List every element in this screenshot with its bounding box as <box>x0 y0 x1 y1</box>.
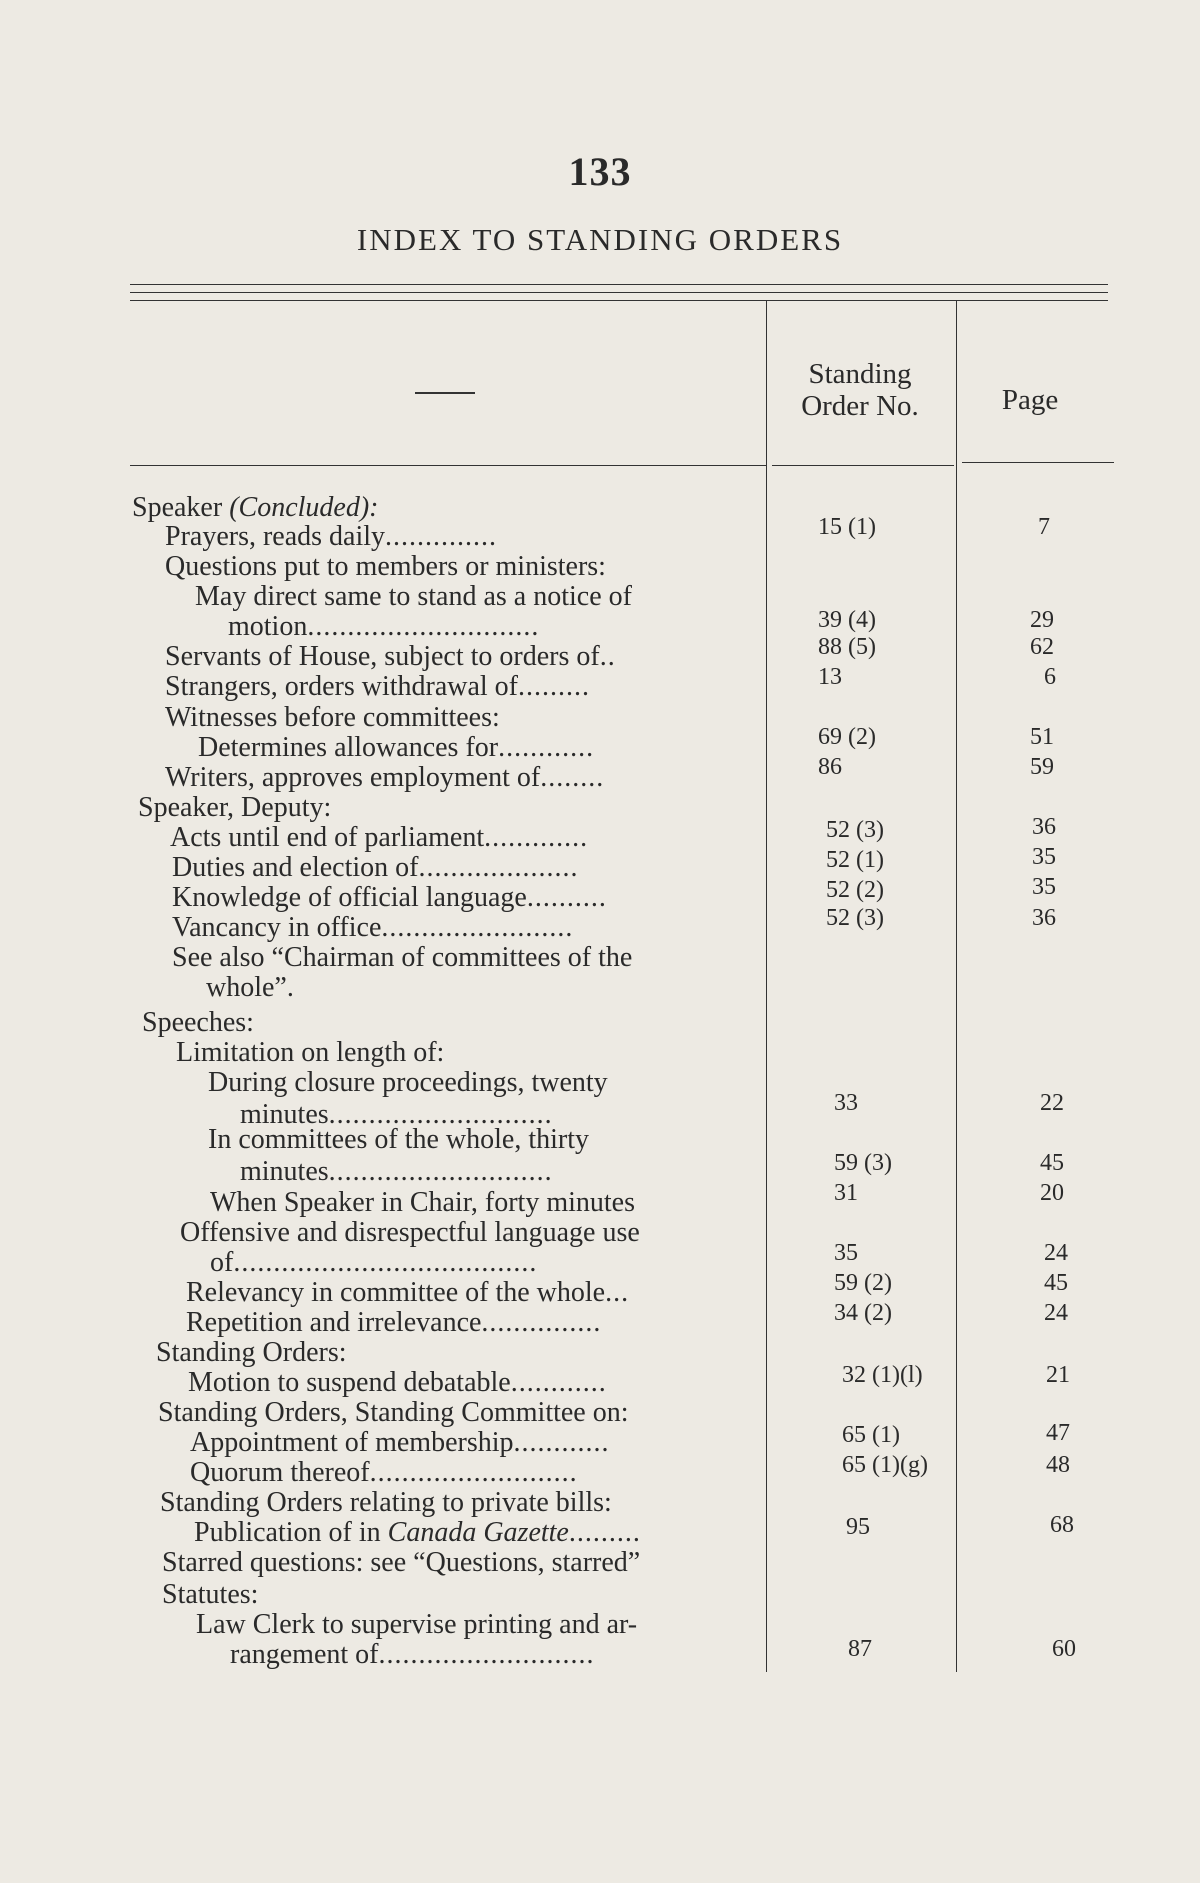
top-rule-2 <box>130 292 1108 293</box>
order-number: 52 (1) <box>826 847 884 873</box>
page-column-header: Page <box>1001 384 1059 416</box>
order-number: 87 <box>848 1636 872 1662</box>
header-rule-order <box>772 465 954 466</box>
page-number-ref: 29 <box>1030 607 1054 633</box>
index-entry: minutes............................ <box>240 1156 553 1187</box>
header-rule-page <box>962 462 1114 463</box>
order-number: 69 (2) <box>818 724 876 750</box>
order-number: 35 <box>834 1240 858 1266</box>
index-entry: Determines allowances for............ <box>198 732 595 763</box>
page-number-ref: 20 <box>1040 1180 1064 1206</box>
order-number: 33 <box>834 1090 858 1116</box>
page-number-ref: 7 <box>1038 514 1050 540</box>
index-entry: Repetition and irrelevance............... <box>186 1307 602 1338</box>
page-number-ref: 59 <box>1030 754 1054 780</box>
header-rule-subject <box>130 465 766 466</box>
subject-column-header <box>415 392 475 394</box>
order-number: 34 (2) <box>834 1300 892 1326</box>
page-number-ref: 35 <box>1032 874 1056 900</box>
index-entry: Motion to suspend debatable............ <box>188 1367 607 1398</box>
index-entry: Witnesses before committees: <box>165 702 500 733</box>
index-entry: In committees of the whole, thirty <box>208 1124 590 1155</box>
order-header-line2: Order No. <box>801 390 919 422</box>
order-number: 39 (4) <box>818 607 876 633</box>
index-entry: Offensive and disrespectful language use <box>180 1217 640 1248</box>
order-number: 59 (2) <box>834 1270 892 1296</box>
index-entry: Standing Orders, Standing Committee on: <box>158 1397 629 1428</box>
order-number: 65 (1)(g) <box>842 1452 928 1478</box>
index-entry: Speeches: <box>142 1007 254 1038</box>
index-entry: See also “Chairman of committees of the <box>172 942 633 973</box>
page-number-ref: 47 <box>1046 1420 1070 1446</box>
order-number: 52 (3) <box>826 905 884 931</box>
index-entry: Prayers, reads daily.............. <box>165 521 498 552</box>
page-number-ref: 22 <box>1040 1090 1064 1116</box>
index-entry: Knowledge of official language.......... <box>172 882 607 913</box>
order-header-line1: Standing <box>808 358 912 390</box>
order-number: 15 (1) <box>818 514 876 540</box>
page-number-ref: 36 <box>1032 814 1056 840</box>
index-entry: Servants of House, subject to orders of.. <box>165 641 616 672</box>
index-entry: Statutes: <box>162 1579 259 1610</box>
index-entry: Starred questions: see “Questions, starred” <box>162 1547 641 1578</box>
index-entry: Law Clerk to supervise printing and ar- <box>196 1609 638 1640</box>
order-number: 59 (3) <box>834 1150 892 1176</box>
order-number: 88 (5) <box>818 634 876 660</box>
order-number: 86 <box>818 754 842 780</box>
index-entry: Standing Orders: <box>156 1337 347 1368</box>
page-number-ref: 62 <box>1030 634 1054 660</box>
order-number: 52 (2) <box>826 877 884 903</box>
index-entry: Relevancy in committee of the whole... <box>186 1277 630 1308</box>
page-number-ref: 45 <box>1044 1270 1068 1296</box>
index-entry: of...................................... <box>210 1247 538 1278</box>
index-entry: rangement of........................... <box>230 1639 595 1670</box>
index-entry: Writers, approves employment of........ <box>165 762 605 793</box>
index-entry: Standing Orders relating to private bills: <box>160 1487 612 1518</box>
index-entry: Acts until end of parliament............. <box>170 822 589 853</box>
page-number-ref: 24 <box>1044 1240 1068 1266</box>
page-number: 133 <box>568 149 632 194</box>
index-entry: Appointment of membership............ <box>190 1427 610 1458</box>
page-number-ref: 48 <box>1046 1452 1070 1478</box>
index-entry: whole”. <box>206 972 294 1003</box>
index-entry: Publication of in Canada Gazette......... <box>194 1517 641 1548</box>
index-entry: When Speaker in Chair, forty minutes <box>210 1187 635 1218</box>
order-number: 13 <box>818 664 842 690</box>
column-divider-left <box>766 300 767 1672</box>
index-entry: Quorum thereof.......................... <box>190 1457 578 1488</box>
order-number: 52 (3) <box>826 817 884 843</box>
page-number-ref: 35 <box>1032 844 1056 870</box>
index-entry: May direct same to stand as a notice of <box>195 581 632 612</box>
index-entry: Duties and election of.................... <box>172 852 579 883</box>
index-entry: Vancancy in office........................ <box>172 912 574 943</box>
top-rule-3 <box>130 300 1108 301</box>
page-heading: INDEX TO STANDING ORDERS <box>356 222 844 257</box>
index-entry: Speaker (Concluded): <box>132 492 379 523</box>
order-number: 65 (1) <box>842 1422 900 1448</box>
top-rule-1 <box>130 284 1108 285</box>
order-number: 32 (1)(l) <box>842 1362 923 1388</box>
index-entry: Strangers, orders withdrawal of......... <box>165 671 591 702</box>
order-column-header <box>770 358 950 422</box>
index-entry: Speaker, Deputy: <box>138 792 332 823</box>
index-entry: minutes............................ <box>240 1099 553 1130</box>
page-number-ref: 6 <box>1044 664 1056 690</box>
order-number: 31 <box>834 1180 858 1206</box>
page-number-ref: 60 <box>1052 1636 1076 1662</box>
page-number-ref: 68 <box>1050 1512 1074 1538</box>
page-number-ref: 24 <box>1044 1300 1068 1326</box>
index-entry: motion............................. <box>228 611 540 642</box>
column-divider-right <box>956 300 957 1672</box>
page-number-ref: 45 <box>1040 1150 1064 1176</box>
page-number-ref: 36 <box>1032 905 1056 931</box>
page-number-ref: 51 <box>1030 724 1054 750</box>
page-number-ref: 21 <box>1046 1362 1070 1388</box>
index-entry: During closure proceedings, twenty <box>208 1067 608 1098</box>
index-entry: Questions put to members or ministers: <box>165 551 606 582</box>
order-number: 95 <box>846 1514 870 1540</box>
index-entry: Limitation on length of: <box>176 1037 445 1068</box>
